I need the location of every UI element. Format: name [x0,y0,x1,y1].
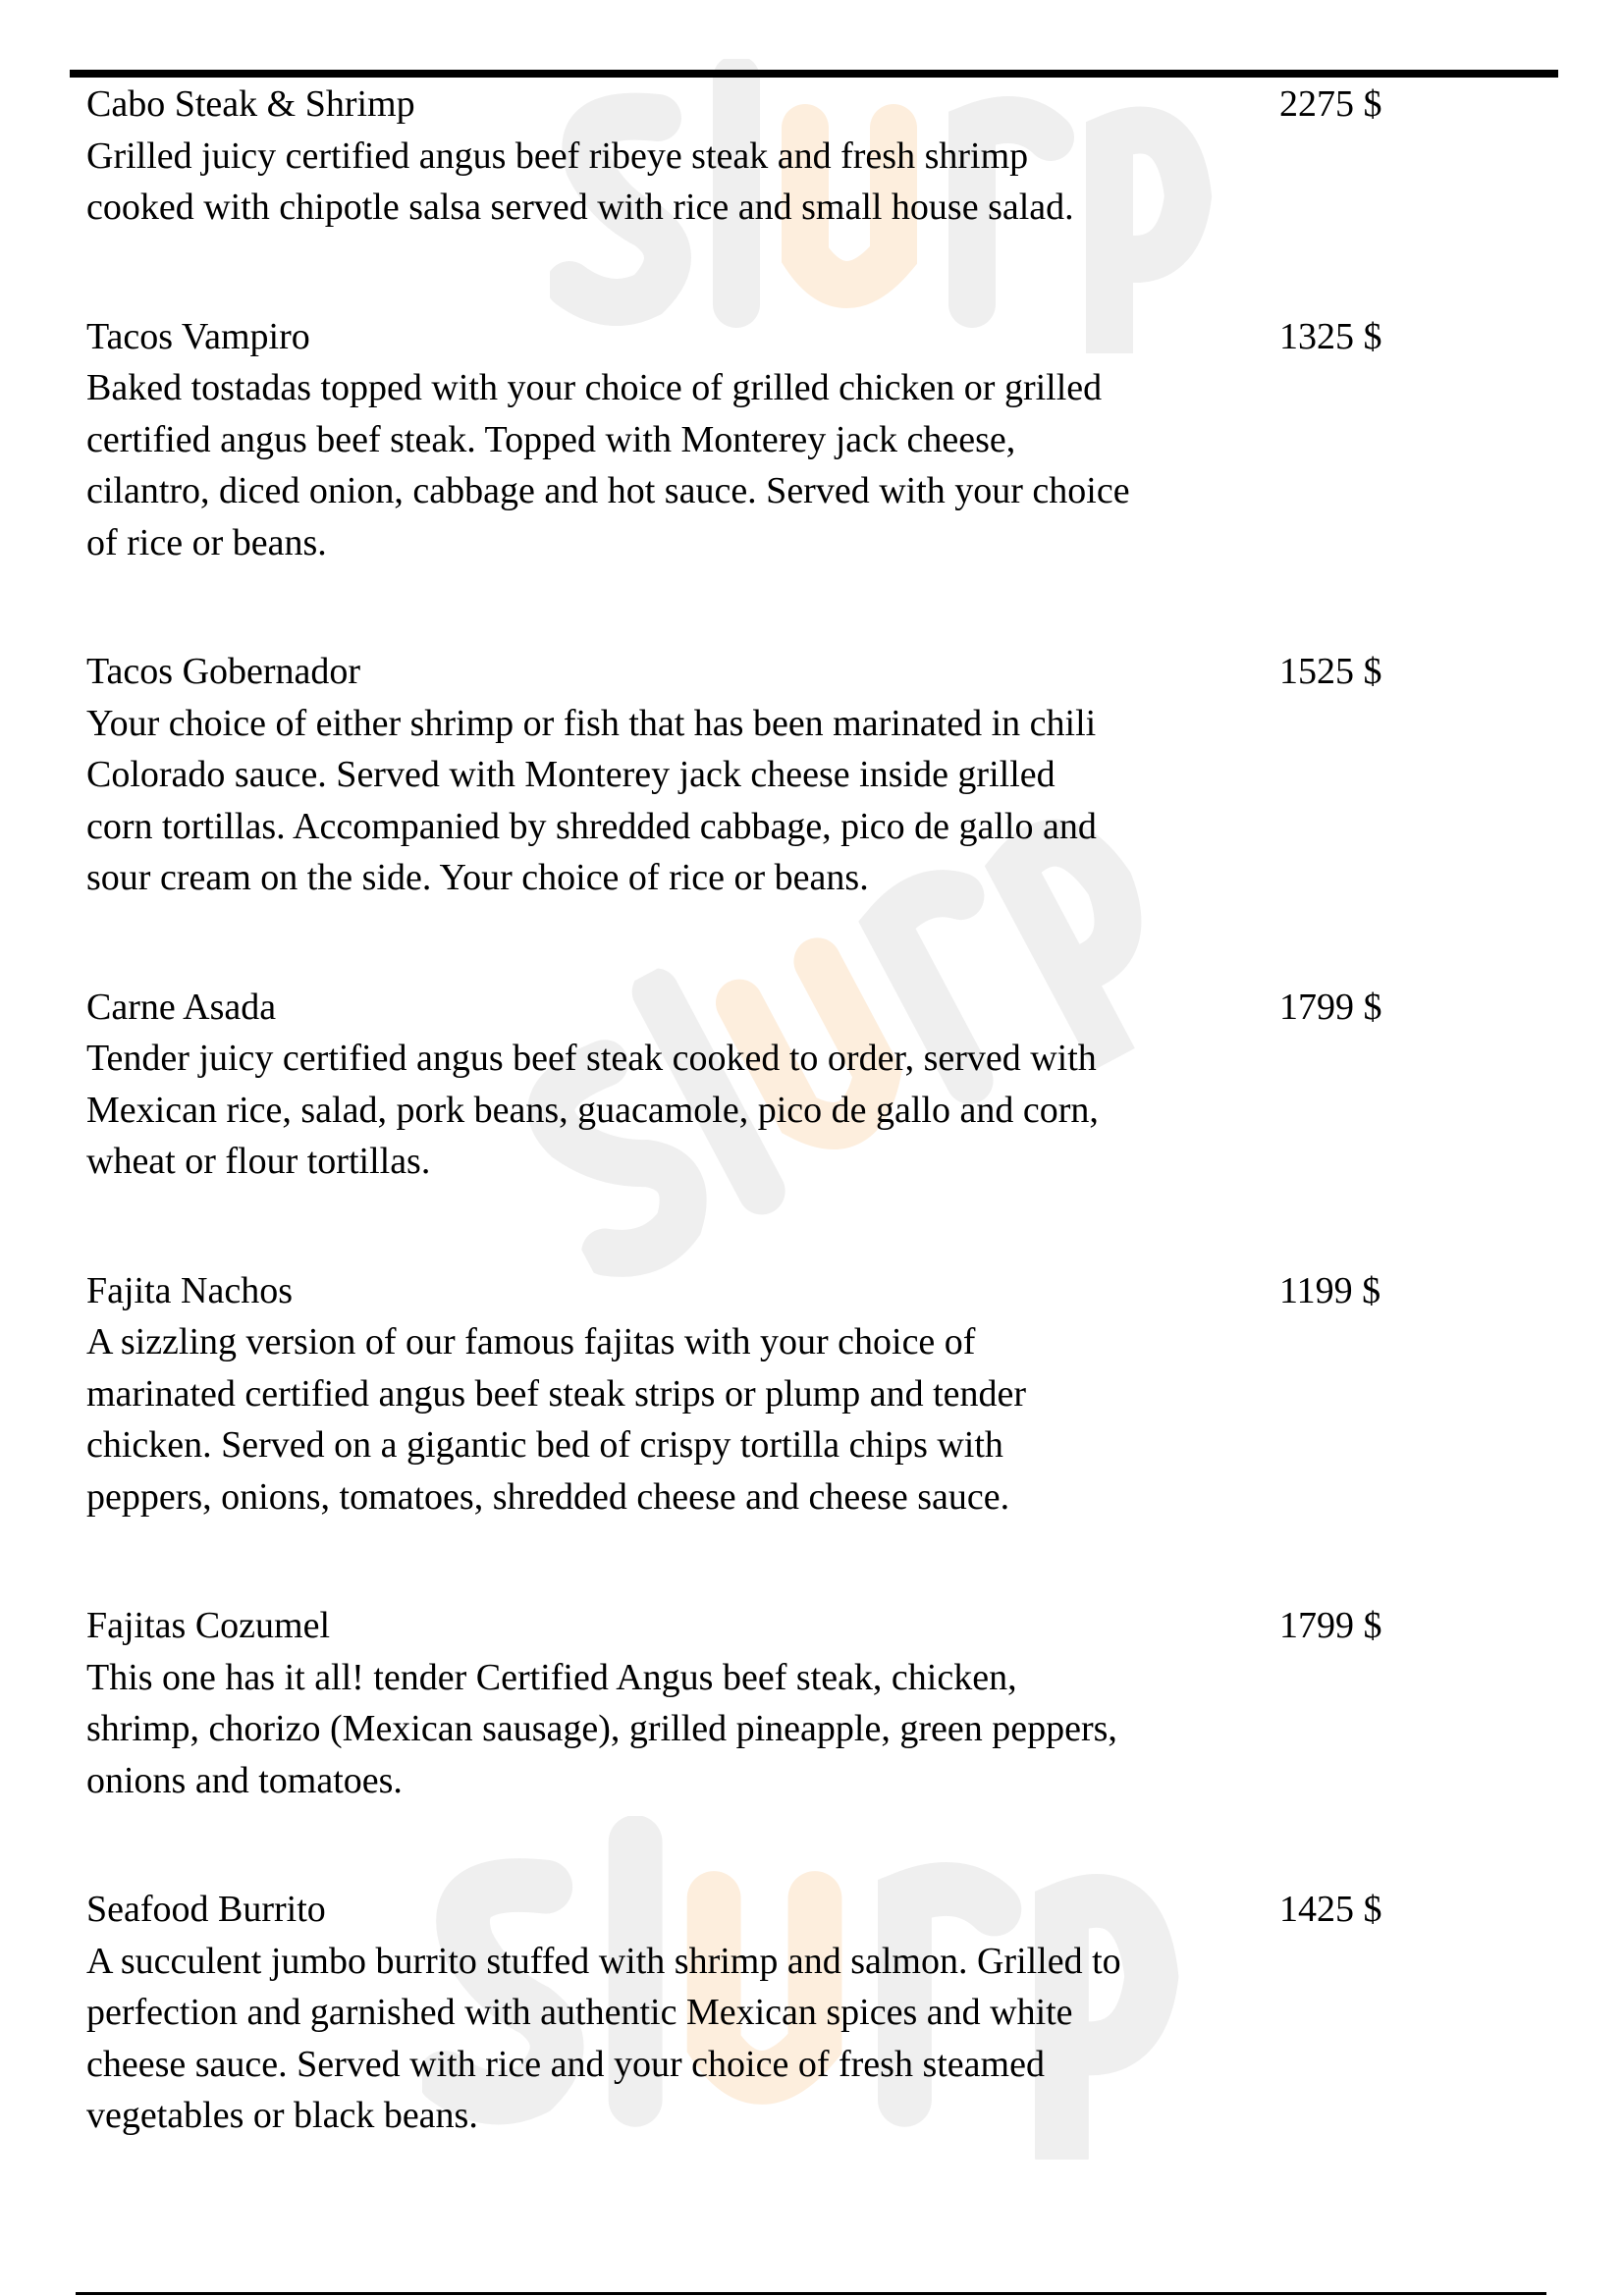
menu-item [86,1265,1510,1523]
bottom-divider [76,2292,1546,2295]
item-price: 2275 $ [1279,83,1382,125]
item-price: 1199 $ [1279,1269,1381,1311]
top-divider [70,70,1558,78]
item-name: Fajita Nachos [86,1269,294,1311]
item-name: Tacos Vampiro [86,315,310,357]
description-line: Your choice of either shrimp or fish that has been marinated in chili [86,702,1097,744]
menu-item [86,1600,1510,1806]
description-line: peppers, onions, tomatoes, shredded cheese and cheese sauce. [86,1475,1010,1518]
menu-item [86,982,1510,1188]
description-line: certified angus beef steak. Topped with Monterey jack cheese, [86,418,1016,460]
description-line: cilantro, diced onion, cabbage and hot sauce. Served with your choice [86,470,1130,511]
item-name: Tacos Gobernador [86,651,361,692]
description-line: sour cream on the side. Your choice of rice or beans. [86,857,869,898]
menu-item [86,79,1510,234]
menu-item [86,1884,1510,2142]
description-line: perfection and garnished with authentic Mexican spices and white [86,1992,1073,2033]
description-line: Baked tostadas topped with your choice of grilled chicken or grilled [86,367,1103,408]
item-price: 1325 $ [1279,315,1382,357]
description-line: A sizzling version of our famous fajitas with your choice of [86,1321,976,1362]
description-line: A succulent jumbo burrito stuffed with shrimp and salmon. Grilled to [86,1940,1121,1982]
item-name: Seafood Burrito [86,1889,326,1930]
item-name: Carne Asada [86,986,277,1028]
menu-item [86,311,1510,569]
item-price: 1799 $ [1279,986,1382,1028]
item-description [86,1033,1510,1188]
item-description [86,698,1510,904]
item-description [86,1936,1510,2142]
description-line: corn tortillas. Accompanied by shredded cabbage, pico de gallo and [86,805,1097,847]
item-price: 1425 $ [1279,1889,1382,1930]
description-line: Tender juicy certified angus beef steak cooked to order, served with [86,1038,1097,1079]
item-name: Cabo Steak & Shrimp [86,83,415,125]
description-line: onions and tomatoes. [86,1759,403,1801]
item-price: 1799 $ [1279,1605,1382,1646]
item-name: Fajitas Cozumel [86,1605,331,1646]
description-line: This one has it all! tender Certified Angus beef steak, chicken, [86,1656,1017,1698]
description-line: chicken. Served on a gigantic bed of crispy tortilla chips with [86,1424,1003,1466]
item-description [86,1316,1510,1522]
menu-item [86,646,1510,904]
item-description [86,131,1510,234]
description-line: marinated certified angus beef steak strips or plump and tender [86,1372,1027,1415]
description-line: shrimp, chorizo (Mexican sausage), grilled pineapple, green peppers, [86,1708,1117,1749]
description-line: vegetables or black beans. [86,2095,478,2136]
item-price: 1525 $ [1279,651,1382,692]
description-line: of rice or beans. [86,521,327,563]
item-description [86,362,1510,568]
item-description [86,1652,1510,1807]
menu-list [86,79,1510,2219]
description-line: Colorado sauce. Served with Monterey jack cheese inside grilled [86,754,1056,795]
description-line: cheese sauce. Served with rice and your choice of fresh steamed [86,2043,1045,2085]
description-line: Mexican rice, salad, pork beans, guacamole, pico de gallo and corn, [86,1089,1099,1131]
description-line: wheat or flour tortillas. [86,1141,431,1182]
description-line: cooked with chipotle salsa served with rice and small house salad. [86,187,1074,228]
description-line: Grilled juicy certified angus beef ribeye steak and fresh shrimp [86,134,1029,177]
